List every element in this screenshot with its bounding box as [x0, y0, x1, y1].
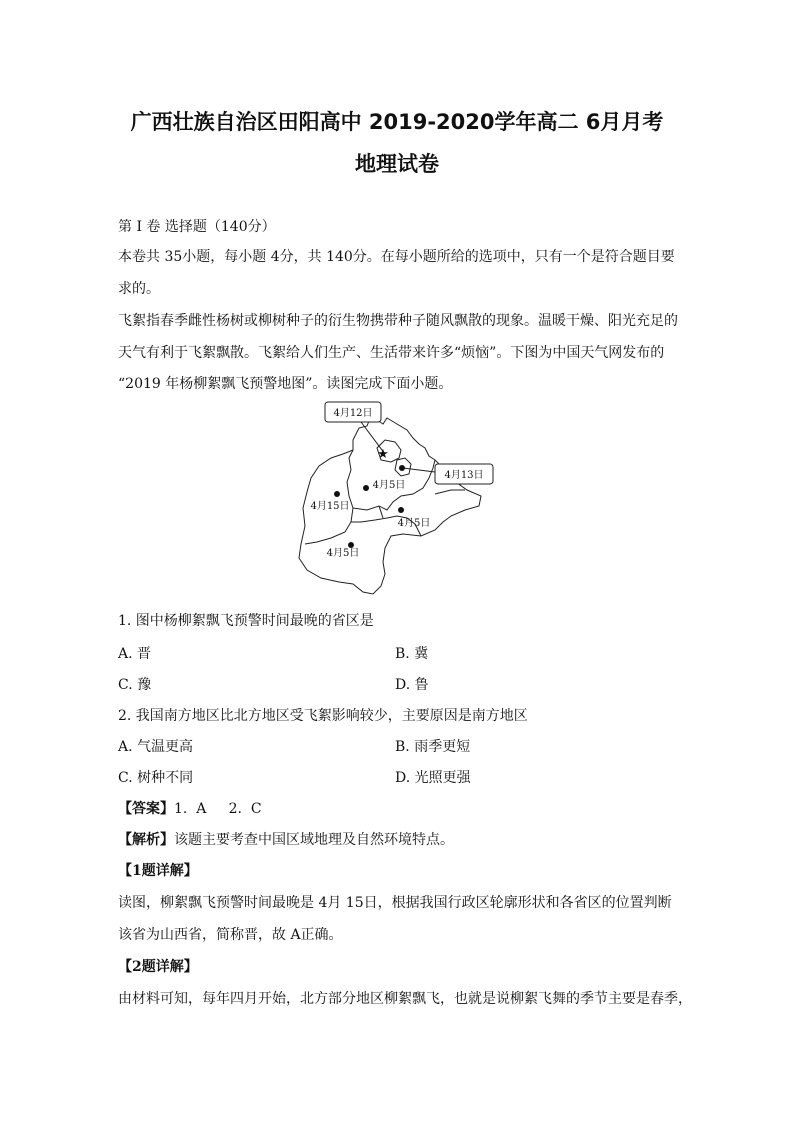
- map-label-shandong: 4月5日: [397, 518, 431, 529]
- detail-text: 读图，柳絮飘飞预警时间最晚是 4月 15日，根据我国行政区轮廓形状和各省区的位置判断: [118, 895, 672, 911]
- section-heading: 第 I 卷 选择题（140分）: [118, 219, 276, 235]
- map-label-shanxi: 4月15日: [310, 501, 350, 512]
- capital-star-icon: ★: [377, 447, 389, 462]
- marker-dot: [398, 507, 404, 513]
- answer-option: B. 冀: [395, 646, 429, 662]
- passage-line: 天气有利于飞絮飘散。飞絮给人们生产、生活带来许多“烦恼”。下图为中国天气网发布的: [118, 345, 665, 361]
- marker-dot: [399, 465, 405, 471]
- analysis-text: 该题主要考查中国区域地理及自然环境特点。: [174, 832, 454, 848]
- instruction-line: 本卷共 35小题，每小题 4分，共 140分。在每小题所给的选项中，只有一个是符合题目要: [118, 249, 675, 265]
- marker-dot: [363, 485, 369, 491]
- shandong-peninsula: [435, 490, 465, 494]
- map-label-tianjin: 4月13日: [444, 470, 484, 481]
- detail-text: 由材料可知，每年四月开始，北方部分地区柳絮飘飞，也就是说柳絮飞舞的季节主要是春季，: [118, 991, 692, 1007]
- answer-option: D. 光照更强: [395, 770, 471, 786]
- detail-text: 该省为山西省，简称晋，故 A正确。: [118, 927, 343, 943]
- answer-option: B. 雨季更短: [395, 739, 471, 755]
- question-stem: 2. 我国南方地区比北方地区受飞絮影响较少，主要原因是南方地区: [118, 708, 528, 724]
- document-subtitle: 地理试卷: [355, 152, 439, 176]
- analysis-label: 【解析】: [118, 832, 174, 848]
- marker-dot: [334, 491, 340, 497]
- catkin-warning-map: [295, 398, 495, 598]
- document-title: 广西壮族自治区田阳高中 2019-2020学年高二 6月月考: [130, 110, 664, 134]
- instruction-line: 求的。: [118, 281, 160, 297]
- answer-option: C. 豫: [118, 677, 152, 693]
- answer-option: A. 晋: [118, 646, 152, 662]
- answer-option: A. 气温更高: [118, 739, 194, 755]
- leader-line-tianjin: [403, 468, 435, 472]
- question-stem: 1. 图中杨柳絮飘飞预警时间最晚的省区是: [118, 613, 374, 629]
- answer-option: C. 树种不同: [118, 770, 194, 786]
- shanxi-border: [305, 450, 353, 544]
- answer-line: [118, 800, 262, 818]
- map-label-hebei: 4月5日: [372, 480, 406, 491]
- detail-heading: 【2题详解】: [118, 959, 198, 975]
- analysis-line: [118, 831, 454, 849]
- detail-heading: 【1题详解】: [118, 863, 198, 879]
- passage-line: 飞絮指春季雌性杨树或柳树种子的衍生物携带种子随风飘散的现象。温暖干燥、阳光充足的: [118, 313, 678, 329]
- passage-line: “2019 年杨柳絮飘飞预警地图”。读图完成下面小题。: [118, 376, 453, 392]
- answer-option: D. 鲁: [395, 677, 429, 693]
- answer-label: 【答案】: [118, 801, 174, 817]
- map-label-beijing: 4月12日: [333, 408, 373, 419]
- answer-text: 1. A 2. C: [174, 801, 262, 817]
- map-label-henan: 4月5日: [326, 548, 360, 559]
